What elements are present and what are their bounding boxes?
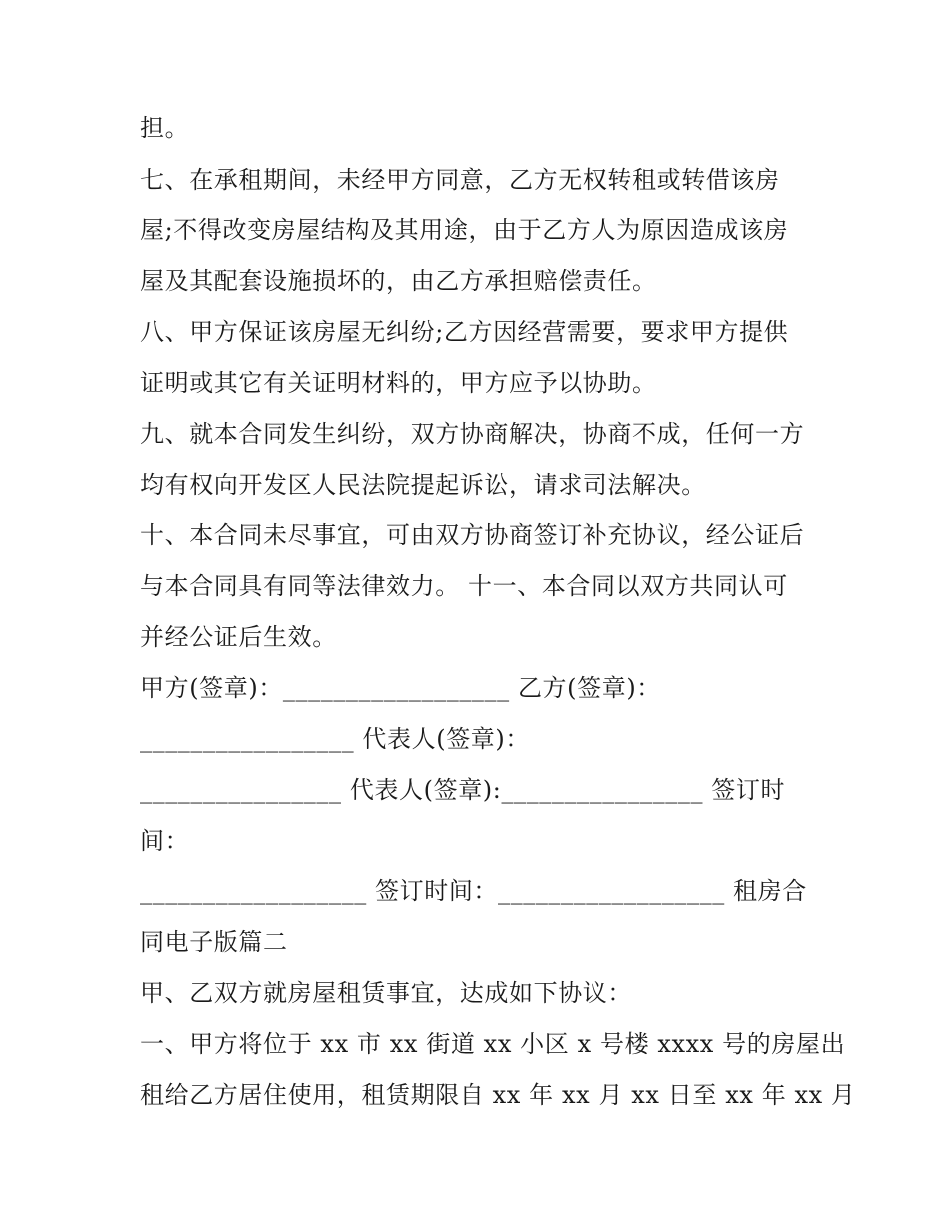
clause-10-line: 十、本合同未尽事宜，可由双方协商签订补充协议，经公证后 <box>140 521 805 549</box>
text-line: 担。 <box>140 114 190 142</box>
signature-line: ________________ 代表人(签章):________________ 签订时 <box>140 776 786 804</box>
text-line: 甲、乙双方就房屋租赁事宜，达成如下协议： <box>140 979 632 1007</box>
section-title-line: 同电子版篇二 <box>140 928 288 956</box>
clause-8-line: 八、甲方保证该房屋无纠纷;乙方因经营需要，要求甲方提供 <box>140 318 789 346</box>
signature-line: 甲方(签章)：__________________ 乙方(签章)： <box>140 674 661 702</box>
signature-line: _________________ 代表人(签章)： <box>140 725 530 753</box>
text-line: 与本合同具有同等法律效力。 十一、本合同以双方共同认可 <box>140 572 788 600</box>
text-line: 屋及其配套设施损坏的，由乙方承担赔偿责任。 <box>140 267 657 295</box>
text-line: 屋;不得改变房屋结构及其用途，由于乙方人为原因造成该房 <box>140 216 789 244</box>
text-line: 均有权向开发区人民法院提起诉讼，请求司法解决。 <box>140 471 706 499</box>
text-line: 间： <box>140 827 190 855</box>
clause-1-line: 一、甲方将位于 xx 市 xx 街道 xx 小区 x 号楼 xxxx 号的房屋出 <box>140 1030 846 1058</box>
text-line: 并经公证后生效。 <box>140 623 337 651</box>
clause-9-line: 九、就本合同发生纠纷，双方协商解决，协商不成，任何一方 <box>140 420 805 448</box>
text-line: 证明或其它有关证明材料的，甲方应予以协助。 <box>140 369 657 397</box>
clause-7-line: 七、在承租期间，未经甲方同意，乙方无权转租或转借该房 <box>140 166 780 194</box>
signature-line: __________________ 签订时间：__________________ 租房合 <box>140 877 807 905</box>
text-line: 租给乙方居住使用，租赁期限自 xx 年 xx 月 xx 日至 xx 年 xx 月 <box>140 1081 856 1109</box>
